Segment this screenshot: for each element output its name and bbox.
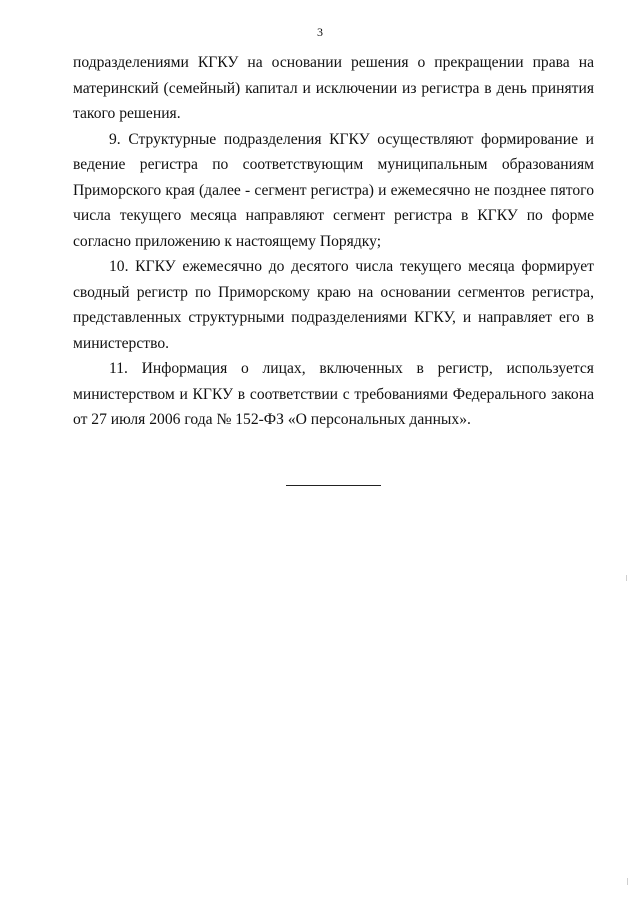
paragraph-item-10: 10. КГКУ ежемесячно до десятого числа текущего месяца формирует сводный регистр по Приморскому краю на основании сегментов регистра, представленных структурными подразделениями КГКУ, и направляет его в министерство.	[73, 258, 594, 352]
document-body	[73, 50, 594, 433]
paragraph-item-9: 9. Структурные подразделения КГКУ осуществляют формирование и ведение регистра по соответствующим муниципальным образованиям Приморского края (далее - сегмент регистра) и ежемесячно не позднее пятого числа текущего месяца направляют сегмент регистра в КГКУ по форме согласно приложению к настоящему Порядку;	[73, 130, 594, 250]
page-number: 3	[317, 25, 323, 39]
scan-artifact	[626, 575, 627, 581]
scan-artifact	[627, 878, 628, 885]
paragraph-continuation: подразделениями КГКУ на основании решения о прекращении права на материнский (семейный) капитал и исключении из регистра в день принятия такого решения.	[73, 54, 594, 122]
end-divider-line	[286, 485, 381, 486]
paragraph-item-11: 11. Информация о лицах, включенных в регистр, используется министерством и КГКУ в соответствии с требованиями Федерального закона от 27 июля 2006 года № 152-ФЗ «О персональных данных».	[73, 360, 594, 428]
